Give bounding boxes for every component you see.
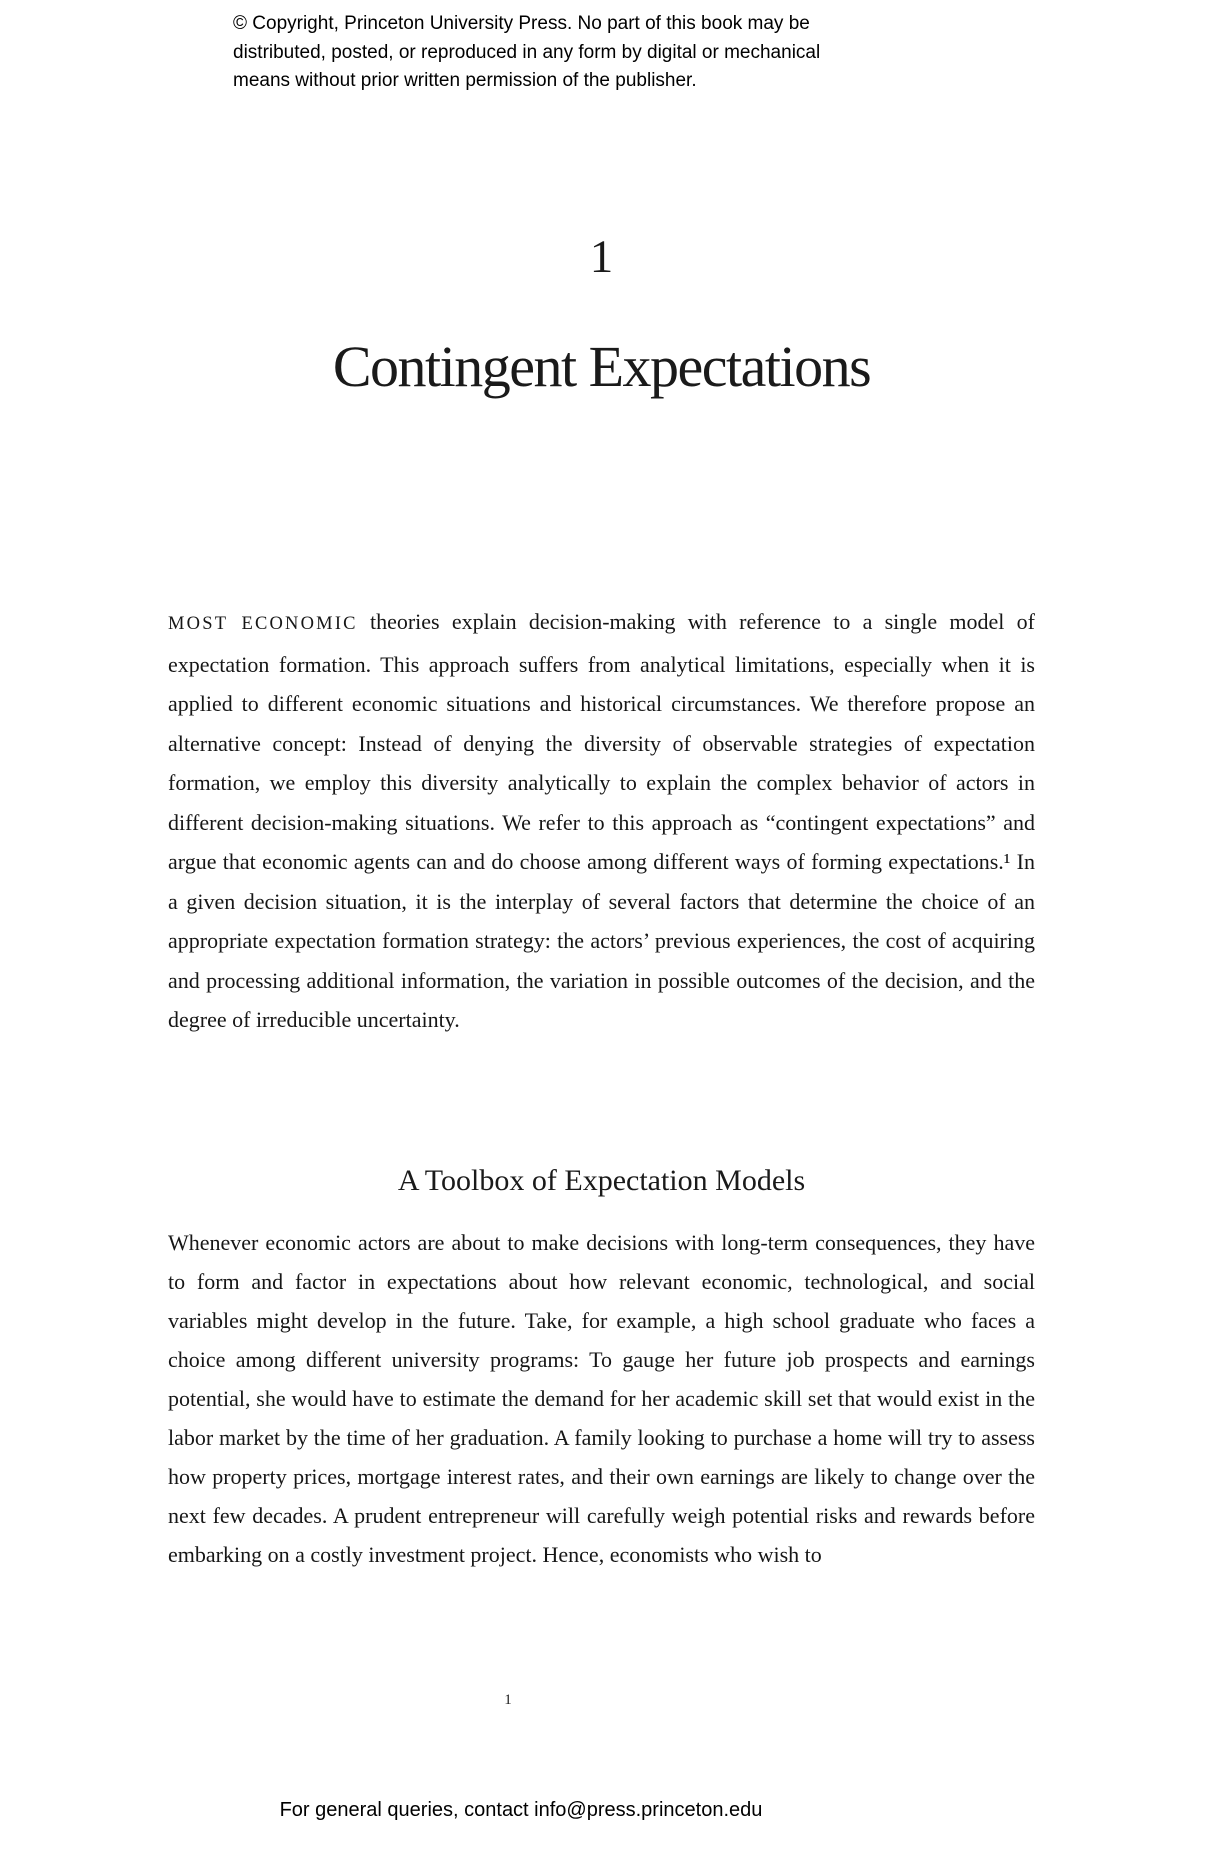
copyright-line: means without prior written permission of the publisher. [233,70,697,91]
footer-contact-line: For general queries, contact info@press.princeton.edu [279,1799,763,1821]
paragraph-2: Whenever economic actors are about to make decisions with long-term consequences, they have to form and factor in expectations about how relevant economic, technological, and social variables might develop in the future. Take, for example, a high school graduate who faces a choice among different university programs: To gauge her future job prospects and earnings potential, she would have to estimate the demand for her academic skill set that would exist in the labor market by the time of her graduation. A family looking to purchase a home will try to assess how property prices, mortgage interest rates, and their own earnings are likely to change over the next few decades. A prudent entrepreneur will carefully weigh potential risks and rewards before embarking on a costly investment project. Hence, economists who wish to [168,1230,1035,1567]
paragraph-lead-smallcaps: MOST ECONOMIC [168,614,358,634]
paragraph-1 [168,602,1035,1040]
paragraph-1-text: theories explain decision-making with reference to a single model of expectation formation. This approach suffers from analytical limitations, especially when it is applied to different economic situations and historical circumstances. We therefore propose an alternative concept: Instead of denying the diversity of observable strategies of expectation formation, we employ this diversity analytically to explain the complex behavior of actors in different decision-making situations. We refer to this approach as “contingent expectations” and argue that economic agents can and do choose among different ways of forming expectations.¹ In a given decision situation, it is the interplay of several factors that determine the choice of an appropriate expectation formation strategy: the actors’ previous experiences, the cost of acquiring and processing additional information, the variation in possible outcomes of the decision, and the degree of irreducible uncertainty. [168,609,1035,1032]
chapter-title: Contingent Expectations [332,334,871,399]
copyright-notice [233,10,820,96]
page-number: 1 [504,1692,512,1708]
chapter-number: 1 [589,231,614,283]
copyright-line: distributed, posted, or reproduced in any form by digital or mechanical [233,41,821,63]
copyright-line: © Copyright, Princeton University Press. No part of this book may be [233,13,810,34]
section-heading: A Toolbox of Expectation Models [397,1164,806,1197]
